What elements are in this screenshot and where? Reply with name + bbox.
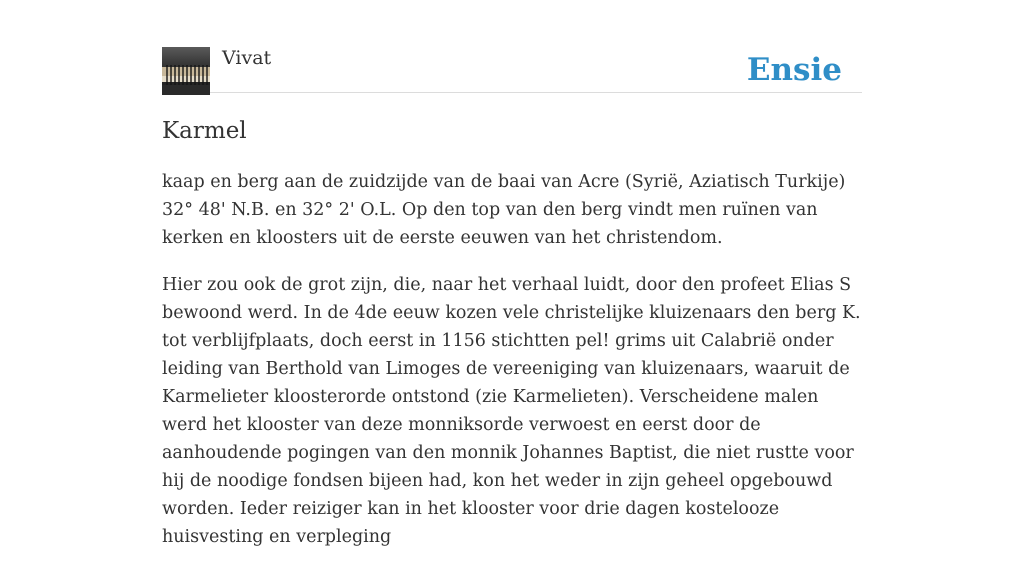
- paragraph: kaap en berg aan de zuidzijde van de baai van Acre (Syrië, Aziatisch Turkije) 32° 48' N.B. en 32° 2' O.L. Op den top van den berg vindt men ruïnen van kerken en kloosters uit de eerste eeuwen van het christendom.: [162, 172, 846, 248]
- author-name[interactable]: Vivat: [222, 47, 272, 69]
- header: [162, 46, 862, 93]
- avatar[interactable]: [162, 47, 210, 95]
- brand-logo[interactable]: Ensie: [746, 52, 842, 88]
- article-body: [162, 168, 862, 570]
- page-title: Karmel: [162, 118, 247, 144]
- typewriter-keys-avatar-icon: [162, 47, 210, 95]
- paragraph: Hier zou ook de grot zijn, die, naar het verhaal luidt, door den profeet Elias S bewoond werd. In de 4de eeuw kozen vele christelijke kluizenaars den berg K. tot verblijfplaats, doch eerst in 1156 stichtten pel! grims uit Calabrië onder leiding van Berthold van Limoges de vereeniging van kluizenaars, waaruit de Karmelieter kloosterorde ontstond (zie Karmelieten). Verscheidene malen werd het klooster van deze monniksorde verwoest en eerst door de aanhoudende pogingen van den monnik Johannes Baptist, die niet rustte voor hij de noodige fondsen bijeen had, kon het weder in zijn geheel opgebouwd worden. Ieder reiziger kan in het klooster voor drie dagen kostelooze huisvesting en verpleging: [162, 275, 861, 547]
